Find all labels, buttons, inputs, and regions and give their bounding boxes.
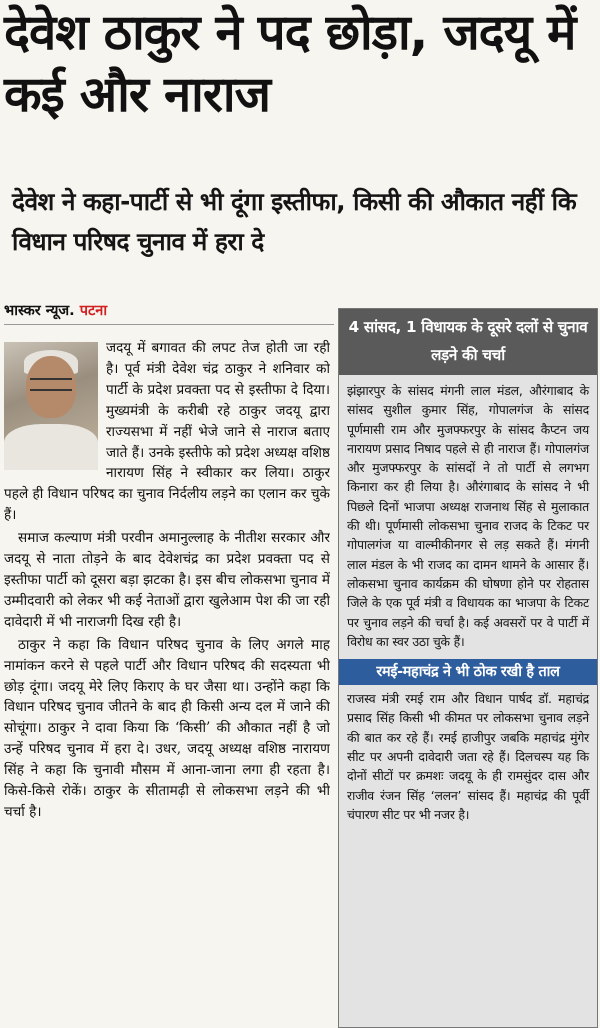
byline <box>4 300 107 320</box>
article-paragraph-1-text: जदयू में बगावत की लपट तेज होती जा रही है। पूर्व मंत्री देवेश चंद्र ठाकुर ने शनिवार को पार्टी के प्रदेश प्रवक्ता पद से इस्तीफा दे दिया। मुख्यमंत्री के करीबी रहे ठाकुर जदयू द्वारा राज्यसभा में नहीं भेजे जाने से नाराज बताए जाते हैं। उनके इस्तीफे को प्रदेश अध्यक्ष वशिष्ठ नारायण सिंह ने स्वीकार कर लिया। ठाकुर पहले ही विधान परिषद का चुनाव निर्दलीय लड़ने का एलान कर चुके हैं। <box>4 340 330 524</box>
article-paragraph-3: ठाकुर ने कहा कि विधान परिषद चुनाव के लिए अगले माह नामांकन करने से पहले पार्टी और विधान परिषद की सदस्यता भी छोड़ दूंगा। जदयू मेरे लिए किराए के घर जैसा था। उन्होंने कहा कि विधान परिषद चुनाव जीतने के बाद ही किसी अन्य दल में जाने की सोचूंगा। ठाकुर ने दावा किया कि ‘किसी’ की औकात नहीं है जो उन्हें परिषद चुनाव में हरा दे। उधर, जदयू अध्यक्ष वशिष्ठ नारायण सिंह ने कहा कि चुनावी मौसम में आना-जाना लगा ही रहता है। किसे-किसे रोकें। ठाकुर के सीतामढ़ी से लोकसभा लड़ने की भी चर्चा है। <box>4 636 330 820</box>
sidebar-box <box>338 308 598 1028</box>
portrait-glasses <box>30 378 72 391</box>
sidebar-subtitle: रमई-महाचंद्र ने भी ठोक रखी है ताल <box>339 659 597 685</box>
byline-city: पटना <box>79 303 108 319</box>
headline: देवेश ठाकुर ने पद छोड़ा, जदयू में कई और नाराज <box>4 4 576 123</box>
article-paragraph-1 <box>4 338 330 526</box>
byline-divider <box>4 324 334 325</box>
sidebar-title: 4 सांसद, 1 विधायक के दूसरे दलों से चुनाव लड़ने की चर्चा <box>339 309 597 375</box>
portrait-photo <box>4 342 98 470</box>
article-paragraph-2: समाज कल्याण मंत्री परवीन अमानुल्लाह के नीतीश सरकार और जदयू से नाता तोड़ने के बाद देवेशचंद्र का प्रदेश प्रवक्ता पद से इस्तीफा पार्टी को दूसरा बड़ा झटका है। इस बीच लोकसभा चुनाव में उम्मीदवारी को लेकर भी कई नेताओं द्वारा खुलेआम पेश की जा रही दावेदारी में भी नाराजगी दिख रही है। <box>4 530 330 630</box>
sidebar-body: झंझारपुर के सांसद मंगनी लाल मंडल, औरंगाबाद के सांसद सुशील कुमार सिंह, गोपालगंज के सांसद पूर्णमासी राम और मुजफ्फरपुर के सांसद कैप्टन जय नारायण प्रसाद निषाद पहले से ही नाराज हैं। गोपालगंज और मुजफ्फरपुर के सांसदों ने तो पार्टी से लगभग किनारा कर ही लिया है। औरंगाबाद के सांसद ने भी पिछले दिनों भाजपा अध्यक्ष राजनाथ सिंह से मुलाकात की थी। पूर्णमासी लोकसभा चुनाव राजद के टिकट पर गोपालगंज या वाल्मीकीनगर से लड़ सकते हैं। मंगनी लाल मंडल के भी राजद का दामन थामने के आसार हैं। लोकसभा चुनाव कार्यक्रम की घोषणा होने पर रोहतास जिले के एक पूर्व मंत्री व विधायक का भाजपा के टिकट पर चुनाव लड़ने की चर्चा है। कई अवसरों पर वे पार्टी में विरोध का स्वर उठा चुके हैं। <box>347 383 589 649</box>
portrait-shirt <box>4 424 98 470</box>
subheadline: देवेश ने कहा-पार्टी से भी दूंगा इस्तीफा, किसी की औकात नहीं कि विधान परिषद चुनाव में हरा दे <box>12 187 577 256</box>
sidebar-body-2: राजस्व मंत्री रमई राम और विधान पार्षद डॉ. महाचंद्र प्रसाद सिंह किसी भी कीमत पर लोकसभा चुनाव लड़ने की बात कर रहे हैं। रमई हाजीपुर जबकि महाचंद्र मुंगेर सीट पर अपनी दावेदारी जता रहे हैं। दिलचस्प यह कि दोनों सीटों पर क्रमशः जदयू के ही रामसुंदर दास और राजीव रंजन सिंह ‘ललन’ सांसद हैं। महाचंद्र की पूर्वी चंपारण सीट पर भी नजर है। <box>347 691 589 822</box>
byline-source: भास्कर न्यूज. <box>4 303 75 319</box>
article-body <box>4 338 330 1024</box>
